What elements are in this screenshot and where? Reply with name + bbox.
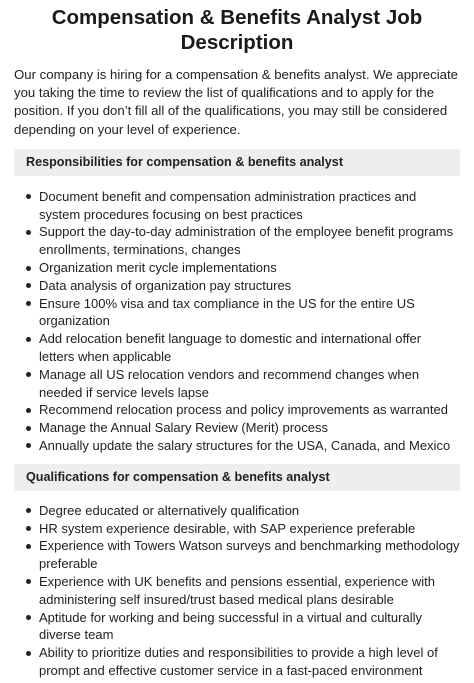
list-item-text: Ability to prioritize duties and responsibilities to provide a high level of prompt and effective customer service in a fast-paced environment (39, 645, 438, 678)
list-item (24, 537, 460, 573)
list-item (24, 259, 460, 277)
list-item-text: Manage all US relocation vendors and recommend changes when needed if service levels lapse (39, 366, 420, 400)
list-item (24, 330, 460, 366)
page-title: Compensation & Benefits Analyst Job Description (51, 6, 423, 54)
list-item-text: Annually update the salary structures for the USA, Canada, and Mexico (39, 437, 451, 453)
bullet-icon (26, 230, 31, 235)
list-item (24, 502, 460, 520)
bullet-icon (26, 301, 31, 306)
bullet-icon (26, 615, 31, 620)
list-item-text: Aptitude for working and being successful in a virtual and culturally diverse team (39, 609, 422, 643)
list-item (24, 419, 460, 437)
list-item (24, 277, 460, 295)
bullet-icon (26, 508, 31, 513)
list-item (24, 401, 460, 419)
bullet-icon (26, 426, 31, 431)
qualifications-list (14, 502, 460, 680)
list-item-text: HR system experience desirable, with SAP experience preferable (39, 520, 416, 536)
bullet-icon (26, 337, 31, 342)
list-item (24, 223, 460, 259)
list-item (24, 188, 460, 224)
responsibilities-heading: Responsibilities for compensation & benefits analyst (14, 149, 460, 176)
list-item-text: Ensure 100% visa and tax compliance in the US for the entire US organization (39, 295, 415, 329)
list-item (24, 644, 460, 680)
bullet-icon (26, 372, 31, 377)
list-item (24, 609, 460, 645)
bullet-icon (26, 408, 31, 413)
intro-paragraph: Our company is hiring for a compensation & benefits analyst. We appreciate you taking the time to review the list of qualifications and to apply for the position. If you don’t fill all of the qualifications, you may still be considered depending on your level of experience. (14, 67, 458, 137)
bullet-icon (26, 544, 31, 549)
list-item-text: Degree educated or alternatively qualification (39, 502, 300, 518)
list-item-text: Support the day-to-day administration of the employee benefit programs enrollments, terminations, changes (39, 224, 454, 258)
list-item-text: Recommend relocation process and policy improvements as warranted (39, 402, 448, 418)
bullet-icon (26, 194, 31, 199)
bullet-icon (26, 651, 31, 656)
responsibilities-list (14, 188, 460, 455)
list-item-text: Add relocation benefit language to domestic and international offer letters when applicable (39, 331, 422, 364)
bullet-icon (26, 579, 31, 584)
list-item (24, 573, 460, 609)
list-item (24, 520, 460, 538)
bullet-icon (26, 443, 31, 448)
bullet-icon (26, 526, 31, 531)
list-item (24, 295, 460, 331)
bullet-icon (26, 266, 31, 271)
list-item (24, 437, 460, 455)
list-item-text: Document benefit and compensation administration practices and system procedures focusing on best practices (39, 188, 417, 222)
list-item-text: Manage the Annual Salary Review (Merit) process (39, 420, 329, 436)
list-item-text: Experience with Towers Watson surveys and benchmarking methodology preferable (39, 538, 460, 572)
list-item-text: Organization merit cycle implementations (39, 260, 277, 275)
bullet-icon (26, 283, 31, 288)
list-item-text: Data analysis of organization pay structures (39, 277, 292, 293)
qualifications-heading: Qualifications for compensation & benefits analyst (14, 464, 460, 491)
list-item (24, 366, 460, 402)
list-item-text: Experience with UK benefits and pensions essential, experience with administering self insured/trust based medical plans desirable (39, 573, 436, 607)
